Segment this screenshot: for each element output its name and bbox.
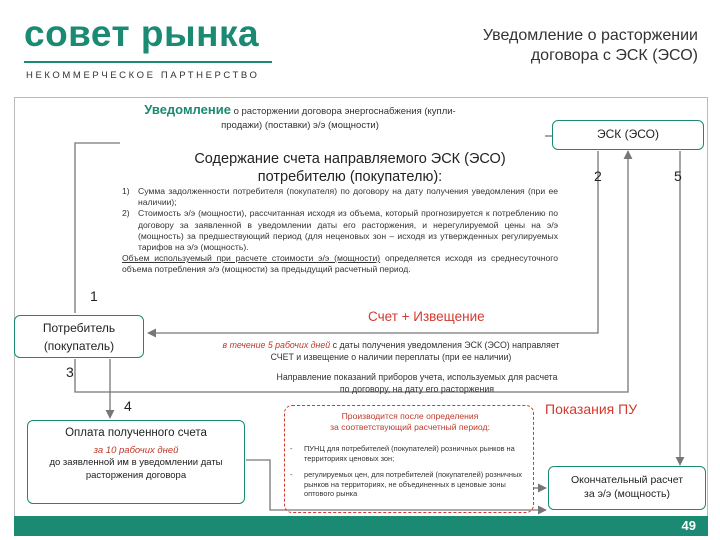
final-settlement-box: [548, 466, 706, 510]
step-number-4: 4: [124, 398, 132, 414]
payment-deadline: за 10 рабочих дней: [93, 444, 179, 456]
final-box-line1: Окончательный расчет: [570, 474, 684, 486]
bill-content-list: [122, 186, 558, 276]
bullet-mark: -: [290, 470, 293, 480]
calc-head: [290, 411, 530, 433]
consumer-box: [14, 315, 144, 358]
bill-content-title-line2: потребителю (покупателю):: [257, 169, 443, 185]
bill-description: [186, 339, 596, 363]
footer-bar: [14, 516, 708, 536]
bill-content-title-line1: Содержание счета направляемого ЭСК (ЭСО): [194, 151, 506, 167]
notification-head: Уведомление: [144, 102, 231, 117]
bill-desc-line2: СЧЕТ и извещение о наличии переплаты (при ее наличии): [270, 352, 512, 362]
meter-readings-label: Показания ПУ: [545, 401, 638, 417]
consumer-box-line2: (покупатель): [43, 339, 115, 353]
list-item-num: 1): [122, 186, 130, 196]
page-title-line2: договора с ЭСК (ЭСО): [530, 47, 698, 64]
step-number-2: 2: [594, 168, 602, 184]
list-item: [290, 470, 530, 499]
meter-desc-line2: по договору, на дату его расторжения: [339, 384, 495, 394]
list-item-text: Стоимость э/э (мощности), рассчитанная исходя из объема, который прогнозируется к потреблению по договору за заявленной в уведомлении даты его расторжения, и нерегулируемой цены на э/э (мощность) за предшествующий период (для неценовых зон – исходя из утвержденных регулируемых тарифов на э/э (мощность).: [138, 208, 558, 253]
bullet-mark: -: [290, 444, 293, 453]
payment-box-line3: расторжения договора: [85, 469, 187, 481]
bill-label: Счет + Извещение: [368, 309, 485, 324]
list-item-num: 2): [122, 208, 130, 219]
payment-box-line2: до заявленной им в уведомлении даты: [49, 457, 223, 468]
notification-line2: продажи) (поставки) э/э (мощности): [221, 120, 379, 131]
calc-head-line1: Производится после определения: [341, 411, 479, 421]
volume-note: [122, 253, 558, 275]
list-item: [290, 444, 530, 463]
logo-subtitle: НЕКОММЕРЧЕСКОЕ ПАРТНЕРСТВО: [26, 70, 260, 81]
bill-desc-line1: с даты получения уведомления ЭСК (ЭСО) направляет: [330, 340, 560, 350]
step-number-3: 3: [66, 364, 74, 380]
bill-content-title: [140, 150, 560, 186]
volume-note-underlined: Объем используемый при расчете стоимости э/э (мощности): [122, 253, 381, 264]
list-item: [122, 186, 558, 208]
bill-deadline: в течение 5 рабочих дней: [222, 340, 331, 350]
calc-head-line2: за соответствующий расчетный период:: [330, 422, 490, 432]
meter-desc-line1: Направление показаний приборов учета, используемых для расчета: [276, 372, 558, 382]
calc-bullets: [290, 444, 530, 506]
payment-box: [27, 420, 245, 504]
notification-line1: о расторжении договора энергоснабжения (купли-: [230, 106, 456, 117]
meter-description: [232, 371, 602, 395]
notification-text: [50, 103, 550, 133]
logo-text: совет рынка: [24, 13, 260, 54]
bullet-text: ПУНЦ для потребителей (покупателей) розничных рынков на территориях ценовых зон;: [304, 444, 515, 463]
volume-note-rest: определяется исходя из среднесуточного объема потребления э/э (мощности) за предыдущий расчетный период.: [122, 253, 558, 275]
bullet-text: регулируемых цен, для потребителей (покупателей) розничных рынков на территориях, не объединенных в ценовые зоны оптового рынка: [304, 470, 522, 499]
page-title-line1: Уведомление о расторжении: [482, 27, 698, 44]
list-item: [122, 208, 558, 253]
step-number-1: 1: [90, 288, 98, 304]
step-number-5: 5: [674, 168, 682, 184]
final-box-line2: за э/э (мощность): [584, 488, 670, 500]
payment-box-title: Оплата полученного счета: [65, 427, 207, 439]
esk-box: ЭСК (ЭСО): [552, 120, 704, 150]
list-item-text: Сумма задолженности потребителя (покупателя) по договору на дату получения уведомления (при ее наличии);: [138, 186, 558, 208]
page-number: 49: [681, 518, 696, 533]
consumer-box-line1: Потребитель: [42, 321, 116, 335]
